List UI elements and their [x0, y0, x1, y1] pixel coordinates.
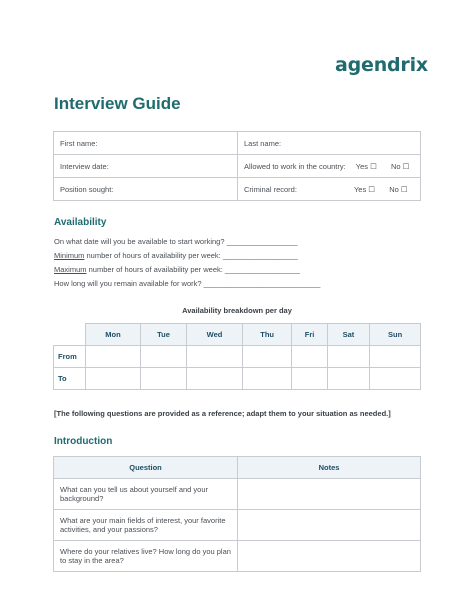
day-header: Mon	[86, 324, 141, 346]
max-hours-underlined: Maximum	[54, 265, 87, 274]
to-cell[interactable]	[327, 368, 369, 390]
availability-breakdown-table	[53, 323, 421, 390]
max-hours-text: number of hours of availability per week: __________________	[86, 265, 300, 274]
last-name-field[interactable]: Last name:	[238, 132, 421, 155]
from-row-label: From	[54, 346, 86, 368]
from-cell[interactable]	[187, 346, 243, 368]
notes-cell[interactable]	[238, 541, 421, 572]
to-cell[interactable]	[242, 368, 291, 390]
interview-date-field[interactable]: Interview date:	[54, 155, 238, 178]
to-cell[interactable]	[187, 368, 243, 390]
page-title: Interview Guide	[54, 94, 181, 113]
availability-heading: Availability	[54, 217, 107, 228]
from-cell[interactable]	[242, 346, 291, 368]
min-hours-question	[54, 251, 298, 260]
question-cell: What can you tell us about yourself and your background?	[54, 479, 238, 510]
candidate-info-table	[53, 131, 421, 201]
question-cell: Where do your relatives live? How long do you plan to stay in the area?	[54, 541, 238, 572]
agendrix-logo: agendrix	[335, 54, 428, 76]
position-sought-field[interactable]: Position sought:	[54, 178, 238, 201]
introduction-heading: Introduction	[54, 436, 113, 447]
day-header: Tue	[140, 324, 186, 346]
day-header: Sat	[327, 324, 369, 346]
notes-cell[interactable]	[238, 479, 421, 510]
from-cell[interactable]	[292, 346, 327, 368]
allowed-work-no-checkbox[interactable]: No ☐	[391, 161, 410, 171]
day-header: Sun	[370, 324, 421, 346]
question-column-header: Question	[54, 457, 238, 479]
reference-note: [The following questions are provided as a reference; adapt them to your situation as needed.]	[54, 409, 391, 418]
to-row-label: To	[54, 368, 86, 390]
notes-column-header: Notes	[238, 457, 421, 479]
day-header: Thu	[242, 324, 291, 346]
criminal-record-yes-checkbox[interactable]: Yes ☐	[353, 184, 376, 194]
from-cell[interactable]	[140, 346, 186, 368]
to-cell[interactable]	[140, 368, 186, 390]
from-cell[interactable]	[327, 346, 369, 368]
allowed-work-field	[238, 155, 421, 178]
introduction-questions-table	[53, 456, 421, 572]
day-header: Wed	[187, 324, 243, 346]
allowed-work-yes-checkbox[interactable]: Yes ☐	[355, 161, 377, 171]
start-date-question: On what date will you be available to start working? _________________	[54, 237, 298, 246]
criminal-record-field	[238, 178, 421, 201]
criminal-record-no-checkbox[interactable]: No ☐	[389, 184, 408, 194]
min-hours-underlined: Minimum	[54, 251, 85, 260]
question-cell: What are your main fields of interest, your favorite activities, and your passions?	[54, 510, 238, 541]
to-cell[interactable]	[292, 368, 327, 390]
first-name-field[interactable]: First name:	[54, 132, 238, 155]
breakdown-title: Availability breakdown per day	[182, 306, 292, 315]
day-header: Fri	[292, 324, 327, 346]
min-hours-text: number of hours of availability per week: __________________	[84, 251, 298, 260]
to-cell[interactable]	[370, 368, 421, 390]
criminal-record-label: Criminal record:	[244, 184, 297, 194]
to-cell[interactable]	[86, 368, 141, 390]
notes-cell[interactable]	[238, 510, 421, 541]
availability-duration-question: How long will you remain available for work? ____________________________	[54, 279, 321, 288]
corner-cell	[54, 324, 86, 346]
max-hours-question	[54, 265, 300, 274]
allowed-work-label: Allowed to work in the country:	[244, 161, 346, 171]
from-cell[interactable]	[86, 346, 141, 368]
from-cell[interactable]	[370, 346, 421, 368]
